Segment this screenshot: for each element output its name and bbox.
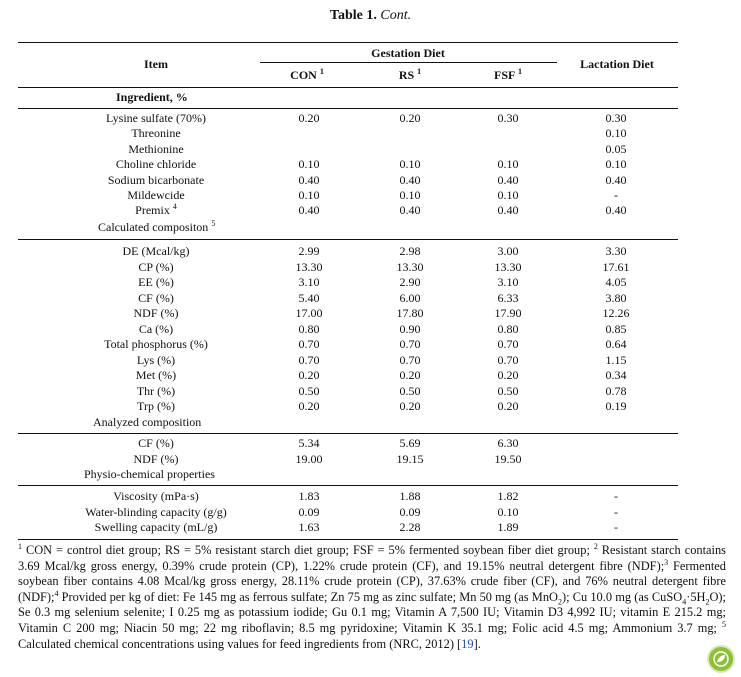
cell-fsf: 6.30 [497, 436, 519, 450]
cell-lact: - [614, 489, 618, 503]
table-cont: Cont. [380, 8, 412, 23]
row-label: Choline chloride [115, 157, 197, 172]
cell-rs: 0.10 [399, 157, 421, 172]
reference-link[interactable]: 19 [461, 636, 474, 651]
row-label: CF (%) [138, 290, 174, 305]
cell-lact: 17.61 [602, 259, 630, 274]
cell-con: 0.40 [298, 203, 320, 218]
cell-con: 0.40 [298, 172, 320, 187]
cell-rs: 0.20 [399, 368, 421, 382]
cell-fsf: 1.89 [497, 520, 519, 534]
cell-lact: - [614, 188, 618, 202]
cell-con: 0.70 [298, 337, 320, 351]
cell-fsf: 3.10 [497, 275, 519, 289]
row-label: Methionine [128, 141, 184, 156]
table-label: Table 1. [329, 8, 377, 23]
cell-lact: - [614, 504, 618, 519]
cell-rs: 0.20 [399, 111, 421, 125]
calculated-rule [18, 239, 678, 240]
leaf-badge-icon [707, 645, 735, 673]
cell-con: 0.09 [298, 504, 320, 519]
header-con: CON $^1$ [290, 67, 324, 82]
cell-fsf: 17.90 [494, 306, 522, 320]
footnote-text: $^1$ CON = control diet group; RS = 5% resistant starch diet group; FSF = 5% fermented soybean fiber diet group; $^2$ Resistant starch contains 3.69 Mcal/kg gross energy, 0.39% crude protein (CP), 1.22% crude protein (CF), and 19.15% neutral detergent fibre (NDF);$^3$ Fermented soybean fiber contains 4.08 Mcal/kg gross energy, 28.11% crude protein (CP), 37.63% crude fiber (CF), and 76% neutral detergent fibre (NDF);$^4$ Provided per kg of diet: Fe 145 mg as ferrous sulfate; Zn 75 mg as zinc sulfate; Mn 50 mg (as MnO$_2$); Cu 10.0 mg (as $CuSO_4\cdot 5H_2O$); Se 0.3 mg selenium selenite; I 0.25 mg as potassium iodide; Gu 0.1 mg; Vitamin A 7,500 IU; Vitamin D3 4,992 IU; vitamin E 215.2 mg; Vitamin C 200 mg; Niacin 50 mg; 22 mg riboflavin; 8.5 mg pyridoxine; Vitamin K 35.1 mg; Folic acid 4.5 mg; Ammonium 3.7 mg; $^5$ Calculated chemical concentrations using values for feed ingredients from (NRC, 2012) [19]. [18, 541, 726, 651]
header-item: Item [144, 57, 168, 71]
cell-fsf: 0.10 [497, 504, 519, 519]
cell-rs: 0.09 [399, 504, 421, 519]
cell-fsf: 3.00 [497, 244, 519, 258]
row-label: Lys (%) [136, 352, 176, 367]
cell-lact: 1.15 [605, 352, 627, 367]
cell-rs: 5.69 [399, 436, 421, 450]
cell-lact: 4.05 [605, 275, 627, 289]
cell-lact: 0.40 [605, 172, 627, 187]
cell-lact: 0.19 [605, 399, 627, 413]
row-label: Water-blinding capacity (g/g) [85, 504, 227, 519]
cell-con: 0.10 [298, 188, 320, 202]
cell-rs: 17.80 [396, 306, 424, 320]
row-label: Trp (%) [137, 399, 175, 413]
header-lactation: Lactation Diet [580, 57, 654, 71]
cell-fsf: 19.50 [494, 451, 522, 466]
cell-rs: 0.20 [399, 399, 421, 413]
cell-con: 5.40 [298, 290, 320, 305]
cell-rs: 0.40 [399, 172, 421, 187]
cell-con: 2.99 [298, 244, 320, 258]
row-label: Total phosphorus (%) [104, 337, 208, 351]
cell-con: 17.00 [295, 306, 323, 320]
row-label: Swelling capacity (mL/g) [94, 520, 218, 534]
cell-lact: - [614, 520, 618, 534]
cell-con: 1.63 [298, 520, 320, 534]
row-label: EE (%) [138, 275, 174, 289]
cell-rs: 2.98 [399, 244, 421, 258]
cell-lact: 0.30 [605, 111, 627, 125]
cell-con: 13.30 [295, 259, 323, 274]
row-label: CP (%) [138, 259, 174, 274]
cell-lact: 3.80 [605, 290, 627, 305]
section-physio: Physio-chemical properties [84, 467, 215, 481]
cell-rs: 13.30 [396, 259, 424, 274]
header-fsf: FSF $^1$ [494, 67, 522, 82]
cell-con: 0.10 [298, 157, 320, 172]
cell-rs: 0.40 [399, 203, 421, 218]
cell-fsf: 0.20 [497, 368, 519, 382]
table-title [0, 8, 741, 24]
cell-rs: 0.50 [399, 383, 421, 398]
section-calculated: Calculated compositon $^5$ [98, 219, 216, 234]
ingredient-rule [18, 108, 678, 109]
bottom-rule [18, 539, 678, 540]
cell-lact: 0.10 [605, 157, 627, 172]
cell-fsf: 1.82 [497, 489, 519, 503]
cell-con: 19.00 [295, 451, 323, 466]
header-bottom-rule [18, 87, 678, 88]
gestation-rule [260, 62, 557, 63]
analyzed-rule [18, 433, 678, 434]
cell-con: 0.80 [298, 321, 320, 336]
row-label: Ca (%) [138, 321, 174, 336]
cell-lact: 0.40 [605, 203, 627, 218]
cell-fsf: 0.80 [497, 321, 519, 336]
cell-fsf: 0.10 [497, 188, 519, 202]
cell-rs: 0.70 [399, 337, 421, 351]
cell-lact: 3.30 [605, 244, 627, 258]
cell-fsf: 0.20 [497, 399, 519, 413]
cell-fsf: 0.40 [497, 203, 519, 218]
cell-fsf: 13.30 [494, 259, 522, 274]
cell-fsf: 0.70 [497, 352, 519, 367]
cell-lact: 0.34 [605, 368, 627, 382]
row-label: Met (%) [135, 368, 177, 382]
cell-rs: 2.90 [399, 275, 421, 289]
cell-lact: 0.05 [605, 141, 627, 156]
cell-lact: 12.26 [602, 306, 630, 320]
row-label: Premix $^4$ [135, 202, 177, 218]
row-label: Lysine sulfate (70%) [106, 111, 206, 125]
header-rs: RS $^1$ [398, 67, 422, 82]
row-label: NDF (%) [133, 306, 179, 320]
row-label: Viscosity (mPa·s) [113, 489, 199, 503]
row-label: DE (Mcal/kg) [122, 244, 190, 258]
cell-con: 0.20 [298, 368, 320, 382]
cell-con: 0.20 [298, 399, 320, 413]
row-label: Threonine [131, 126, 181, 141]
row-label: NDF (%) [133, 451, 179, 466]
row-label: CF (%) [138, 436, 174, 450]
section-ingredient: Ingredient, % [116, 90, 188, 104]
cell-con: 0.50 [298, 383, 320, 398]
cell-con: 0.20 [298, 111, 320, 125]
cell-fsf: 0.70 [497, 337, 519, 351]
section-analyzed: Analyzed composition [93, 415, 202, 429]
cell-rs: 0.10 [399, 188, 421, 202]
cell-con: 0.70 [298, 352, 320, 367]
row-label: Mildewcide [127, 188, 185, 202]
cell-lact: 0.10 [605, 126, 627, 141]
cell-fsf: 0.40 [497, 172, 519, 187]
cell-fsf: 6.33 [497, 290, 519, 305]
top-rule [18, 42, 678, 43]
cell-rs: 0.70 [399, 352, 421, 367]
row-label: Thr (%) [136, 383, 176, 398]
cell-fsf: 0.10 [497, 157, 519, 172]
cell-rs: 2.28 [399, 520, 421, 534]
cell-rs: 1.88 [399, 489, 421, 503]
cell-con: 5.34 [298, 436, 320, 450]
cell-fsf: 0.50 [497, 383, 519, 398]
cell-con: 1.83 [298, 489, 320, 503]
cell-con: 3.10 [298, 275, 320, 289]
cell-lact: 0.78 [605, 383, 627, 398]
footnotes [18, 543, 726, 652]
cell-rs: 0.90 [399, 321, 421, 336]
cell-rs: 6.00 [399, 290, 421, 305]
cell-rs: 19.15 [396, 451, 424, 466]
row-label: Sodium bicarbonate [107, 172, 205, 187]
cell-fsf: 0.30 [497, 111, 519, 125]
header-gestation: Gestation Diet [371, 46, 445, 60]
cell-lact: 0.64 [605, 337, 627, 351]
cell-lact: 0.85 [605, 321, 627, 336]
physio-rule [18, 485, 678, 486]
